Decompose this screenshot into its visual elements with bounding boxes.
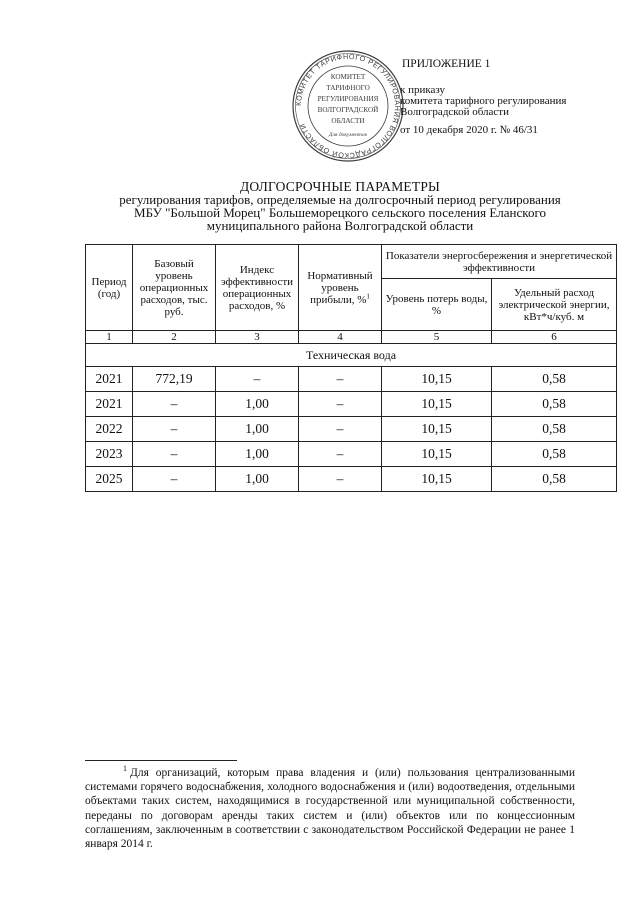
cell-consumption: 0,58 — [492, 467, 617, 492]
seal-bottom-text: Для документов — [328, 132, 368, 138]
footnote-text: Для организаций, которым права владения и (или) пользования централизованными системами горячего водоснабжения, холодного водоснабжения и (или) водоотведения, отдельными объектами таких систем, находящимися в государственной или муниципальной собственности, переданы по договорам аренды таких систем и (или) объектов или по концессионным соглашениям, заключенным в соответствии с законодательством Российской Федерации не ранее 1 января 2014 г. — [85, 767, 575, 851]
cell-base: – — [133, 417, 216, 442]
table-row — [86, 392, 617, 417]
footnote-reference: 1 — [366, 291, 370, 300]
order-date-number: от 10 декабря 2020 г. № 46/31 — [400, 124, 538, 136]
cell-loss: 10,15 — [382, 442, 492, 467]
cell-loss: 10,15 — [382, 417, 492, 442]
cell-consumption: 0,58 — [492, 367, 617, 392]
footnote-mark: 1 — [123, 764, 127, 774]
section-heading: Техническая вода — [86, 344, 617, 367]
cell-base: – — [133, 392, 216, 417]
order-reference: к приказу — [400, 84, 446, 96]
parameters-table — [85, 244, 617, 492]
cell-index: 1,00 — [216, 392, 299, 417]
cell-index: 1,00 — [216, 467, 299, 492]
cell-consumption: 0,58 — [492, 442, 617, 467]
region-name: Волгоградской области — [400, 106, 509, 118]
document-subtitle-line-1: регулирования тарифов, определяемые на долгосрочный период регулирования — [119, 192, 561, 207]
cell-profit: – — [299, 442, 382, 467]
cell-index: 1,00 — [216, 442, 299, 467]
cell-index: 1,00 — [216, 417, 299, 442]
column-number: 2 — [133, 331, 216, 344]
header-profit-text: Нормативный уровень прибыли, % — [307, 269, 373, 306]
header-electricity-consumption: Удельный расход электрической энергии, кВт*ч/куб. м — [492, 279, 617, 331]
table-row — [86, 417, 617, 442]
cell-year: 2025 — [86, 467, 133, 492]
appendix-label: ПРИЛОЖЕНИЕ 1 — [402, 58, 491, 70]
column-number: 6 — [492, 331, 617, 344]
cell-year: 2021 — [86, 392, 133, 417]
cell-profit: – — [299, 417, 382, 442]
committee-name: комитета тарифного регулирования — [400, 95, 567, 107]
cell-base: – — [133, 467, 216, 492]
seal-line-1: КОМИТЕТ — [330, 73, 366, 81]
table-row — [86, 467, 617, 492]
document-subtitle-line-3: муниципального района Волгоградской области — [206, 218, 474, 233]
column-number: 4 — [299, 331, 382, 344]
cell-loss: 10,15 — [382, 392, 492, 417]
cell-loss: 10,15 — [382, 467, 492, 492]
seal-line-3: РЕГУЛИРОВАНИЯ — [317, 95, 379, 103]
column-number: 3 — [216, 331, 299, 344]
seal-line-2: ТАРИФНОГО — [326, 84, 370, 92]
cell-consumption: 0,58 — [492, 417, 617, 442]
header-period: Период (год) — [86, 245, 133, 331]
cell-year: 2021 — [86, 367, 133, 392]
column-number: 1 — [86, 331, 133, 344]
header-base-costs: Базовый уровень операционных расходов, тыс. руб. — [133, 245, 216, 331]
cell-year: 2023 — [86, 442, 133, 467]
cell-year: 2022 — [86, 417, 133, 442]
seal-line-4: ВОЛГОГРАДСКОЙ — [317, 106, 379, 114]
cell-base: 772,19 — [133, 367, 216, 392]
cell-profit: – — [299, 367, 382, 392]
table-row — [86, 442, 617, 467]
official-seal — [290, 48, 406, 164]
column-number: 5 — [382, 331, 492, 344]
header-efficiency-index: Индекс эффективности операционных расходов, % — [216, 245, 299, 331]
seal-line-5: ОБЛАСТИ — [331, 117, 365, 125]
cell-consumption: 0,58 — [492, 392, 617, 417]
header-profit-level — [299, 245, 382, 331]
cell-base: – — [133, 442, 216, 467]
document-title: ДОЛГОСРОЧНЫЕ ПАРАМЕТРЫ — [239, 179, 441, 194]
cell-loss: 10,15 — [382, 367, 492, 392]
table-row — [86, 367, 617, 392]
header-water-loss: Уровень потерь воды, % — [382, 279, 492, 331]
cell-profit: – — [299, 392, 382, 417]
footnote — [85, 766, 575, 851]
footnote-divider — [85, 760, 237, 761]
cell-profit: – — [299, 467, 382, 492]
header-energy-group: Показатели энергосбережения и энергетической эффективности — [382, 245, 617, 279]
seal-ring-text: КОМИТЕТ ТАРИФНОГО РЕГУЛИРОВАНИЯ ВОЛГОГРАДСКОЙ ОБЛАСТИ — [293, 51, 403, 161]
document-subtitle-line-2: МБУ "Большой Морец" Большеморецкого сельского поселения Еланского — [134, 205, 546, 220]
cell-index: – — [216, 367, 299, 392]
